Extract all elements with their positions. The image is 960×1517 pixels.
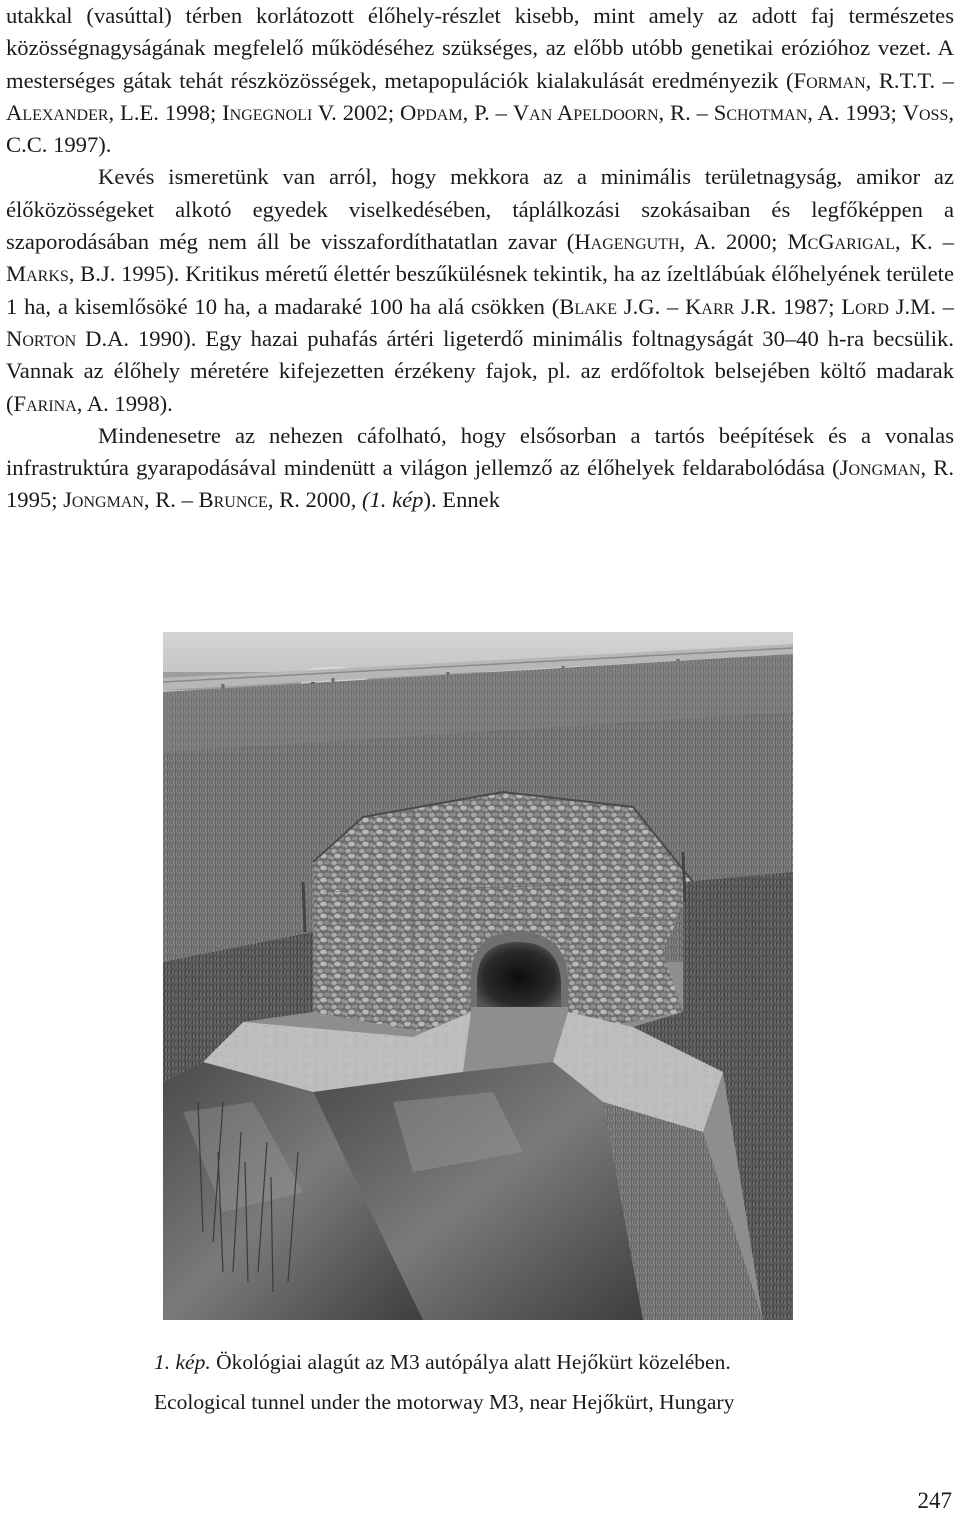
- author-name: Forman: [793, 67, 866, 93]
- author-name: McGarigal: [787, 229, 895, 255]
- figure-label: 1. kép.: [154, 1350, 211, 1374]
- text-run: J.R. 1987;: [734, 293, 842, 319]
- caption-text: Ökológiai alagút az M3 autópálya alatt Hejőkürt közelében.: [210, 1350, 731, 1374]
- paragraph-1: [6, 0, 954, 161]
- figure-photo: [163, 632, 793, 1320]
- author-name: Van Apeldoorn: [512, 99, 659, 125]
- text-run: , B.J. 1995). Kritikus méretű élettér beszűkülésnek tekintik, ha az ízeltlábúak élőhelyének területe 1 ha, a kisemlősöké 10 ha, a madaraké 100 ha alá csökken (: [6, 261, 954, 319]
- author-name: Ingegnoli: [222, 99, 313, 125]
- author-name: Lord: [841, 293, 889, 319]
- author-name: Brunce: [198, 487, 268, 513]
- author-name: Farina: [13, 390, 77, 416]
- author-name: Jongman: [63, 487, 144, 513]
- author-name: Alexander: [6, 99, 109, 125]
- text-run: , K. –: [895, 229, 954, 255]
- text-run: , C.C. 1997).: [6, 99, 955, 158]
- figure-caption-english: Ecological tunnel under the motorway M3, near Hejőkürt, Hungary: [154, 1390, 735, 1414]
- text-run: , R. 2000: [267, 487, 351, 513]
- text-run: J.G. –: [617, 293, 686, 319]
- author-name: Voss: [902, 99, 949, 125]
- text-run: D.A. 1990). Egy hazai puhafás ártéri ligeterdő minimális foltnagyságát 30–40 h-ra becsülik. Vannak az élőhely méretére kifejezetten érzékeny fajok, pl. az erdőfoltok belsejében költő madarak (: [6, 325, 954, 416]
- author-name: Hagenguth: [574, 229, 680, 255]
- author-name: Norton: [6, 325, 77, 351]
- author-name: Blake: [559, 293, 618, 319]
- body-text: [6, 0, 954, 517]
- text-run: J.M. –: [888, 293, 954, 319]
- figure-reference: , (1. kép: [350, 487, 424, 513]
- text-run: , A. 2000;: [679, 229, 788, 255]
- author-name: Karr: [685, 293, 735, 319]
- text-run: , A. 1993;: [807, 99, 903, 125]
- text-run: Kevés ismeretünk van arról, hogy mekkora az a minimális területnagyság, amikor az élőközösségeket alkotó egyedek viselkedésében, táplálkozási szokásaiban és legfőképpen a szaporodásában még nem áll be visszafordíthatatlan zavar (: [6, 164, 954, 255]
- figure-caption-hungarian: [154, 1348, 914, 1376]
- text-run: , R. 1995;: [6, 455, 955, 513]
- text-run: , A. 1998).: [76, 390, 173, 416]
- text-run: , R. –: [658, 99, 714, 125]
- author-name: Opdam: [400, 99, 463, 125]
- text-run: utakkal (vasúttal) térben korlátozott élőhely-részlet kisebb, mint amely az adott faj természetes közösségnagyságának megfelelő működéséhez szükséges, az előbb utóbb genetikai erózióhoz vezet. A mesterséges gátak tehát részközösségek, metapopulációk kialakulását eredményezik (: [6, 3, 954, 93]
- text-run: , R. –: [143, 487, 199, 513]
- author-name: Schotman: [713, 99, 808, 125]
- text-run: Mindenesetre az nehezen cáfolható, hogy elsősorban a tartós beépítések és a vonalas infrastruktúra gyarapodásával mindenütt a világon jellemző az élőhelyek feldarabolódása (: [6, 422, 954, 481]
- author-name: Marks: [6, 261, 69, 287]
- page-number: 247: [917, 1488, 952, 1513]
- paragraph-3: [6, 420, 954, 517]
- text-run: ). Ennek: [423, 487, 501, 513]
- tunnel-photo-illustration: [163, 632, 793, 1320]
- text-run: , L.E. 1998;: [108, 99, 223, 125]
- text-run: , P. –: [462, 99, 513, 125]
- paragraph-2: [6, 161, 954, 419]
- text-run: V. 2002;: [312, 99, 401, 125]
- text-run: , R.T.T. –: [865, 67, 954, 93]
- author-name: Jongman: [839, 455, 921, 481]
